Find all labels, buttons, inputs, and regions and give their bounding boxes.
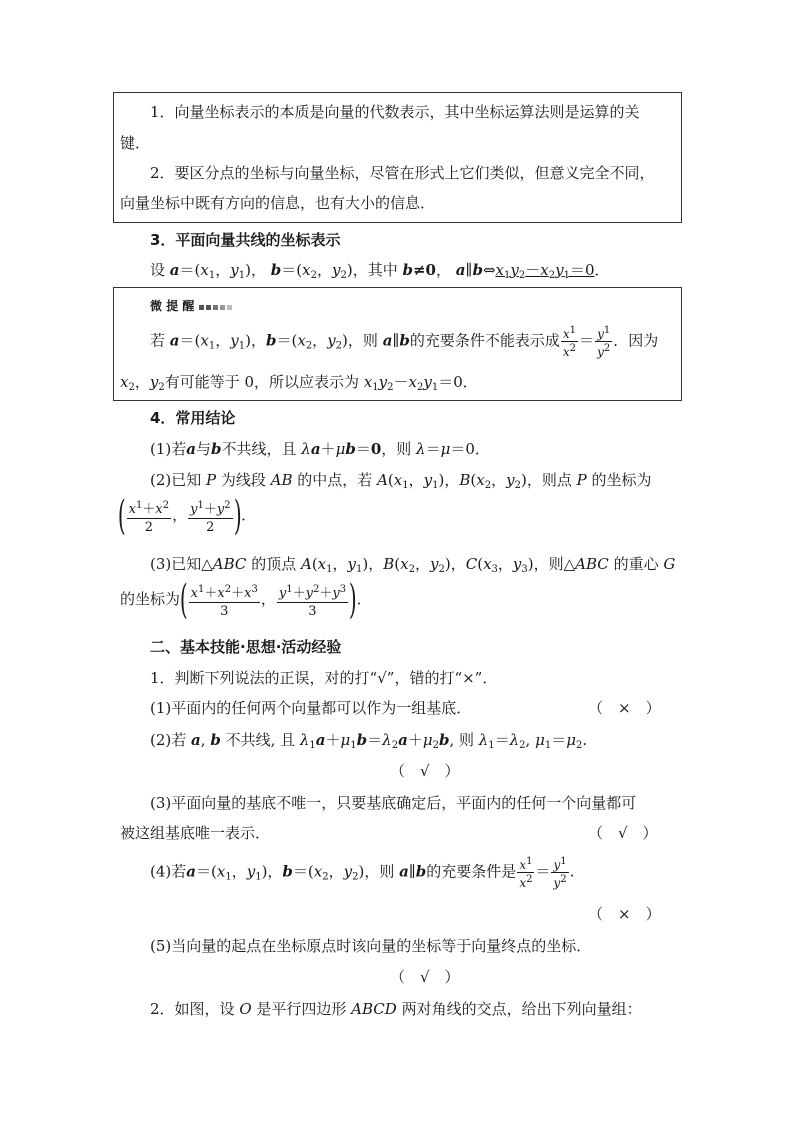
- statement-2-mark: （ √ ）: [390, 762, 460, 780]
- section3-heading: 3．平面向量共线的坐标表示: [150, 231, 341, 249]
- tip-line2: $x_2$，$y_2$有可能等于 0，所以应表示为 $x_1y_2-x_2y_1=0$．: [120, 373, 478, 393]
- q1-intro: 1．判断下列说法的正误，对的打“√”，错的打“×”．: [150, 669, 498, 687]
- statement-3-line2: 被这组基底唯一表示．: [120, 824, 271, 842]
- statement-4-mark: （ × ）: [588, 905, 661, 923]
- tip-dots-icon: [199, 299, 234, 313]
- collinear-condition: 设 $a=(x_1$，$y_1$)， $b=(x_2$，$y_2$)，其中 b≠0， $a\parallel b\Leftrightarrow x_1y_2-x_2y_1=0$．: [150, 261, 610, 281]
- collinear-answer: $x_1y_2-x_2y_1=0$: [495, 261, 595, 281]
- statement-1-mark: （ × ）: [588, 699, 661, 717]
- box1-p2-line1: 2．要区分点的坐标与向量坐标，尽管在形式上它们类似，但意义完全不同，: [150, 164, 655, 182]
- tip-title: 微 提 醒: [150, 297, 234, 314]
- tip-line1: 若 $a=(x_1$，$y_1$)，$b=(x_2$，$y_2$)，则 a∥b的充要条件不能表示成 $\frac{x^1}{x^2}$ ＝ $\frac{y^1}{y^2}$ ．因为: [150, 325, 659, 359]
- conclusion-3: (3)已知△ABC 的顶点 $A(x_1$，$y_1$)，$B(x_2$，$y_2$)，$C(x_3$，$y_3$)，则△ABC 的重心 G: [150, 555, 676, 575]
- box1-p2-line2: 向量坐标中既有方向的信息，也有大小的信息．: [120, 194, 436, 212]
- box1-p1-line1: 1．向量坐标表示的本质是向量的代数表示，其中坐标运算法则是运算的关: [150, 103, 640, 121]
- statement-5: (5)当向量的起点在坐标原点时该向量的坐标等于向量终点的坐标．: [150, 937, 592, 955]
- box1-p1-line2: 键．: [120, 134, 151, 152]
- section2-heading: 二、基本技能·思想·活动经验: [150, 638, 342, 656]
- conclusion-2: (2)已知 P 为线段 AB 的中点，若 $A(x_1$，$y_1$)，$B(x_2$，$y_2$)，则点 P 的坐标为: [150, 471, 652, 491]
- statement-3-mark: （ √ ）: [588, 824, 658, 842]
- midpoint-formula: ( $\frac{x^1+x^2}{2}$ ， $\frac{y^1+y^2}{2}$ )．: [117, 493, 257, 539]
- centroid-formula: 的坐标为( $\frac{x^1+x^2+x^3}{3}$ ， $\frac{y^1+y^2+y^3}{3}$ )．: [120, 577, 372, 623]
- statement-5-mark: （ √ ）: [390, 968, 460, 986]
- question-2: 2．如图，设 O 是平行四边形 ABCD 两对角线的交点，给出下列向量组：: [150, 1000, 642, 1018]
- statement-2: (2)若 a, b 不共线, 且 $\lambda_1a+\mu_1b=\lambda_2a+\mu_2b$, 则 $\lambda_1=\lambda_2$, $\mu_1=\mu_2$.: [150, 731, 588, 751]
- statement-4: (4)若$a=(x_1$，$y_1$)，$b=(x_2$，$y_2$)，则 a∥b的充要条件是 $\frac{x^1}{x^2}$ ＝ $\frac{y^1}{y^2}$ .: [150, 856, 575, 890]
- section4-heading: 4．常用结论: [150, 409, 236, 427]
- statement-1: (1)平面内的任何两个向量都可以作为一组基底．: [150, 699, 472, 717]
- statement-3-line1: (3)平面向量的基底不唯一，只要基底确定后，平面内的任何一个向量都可: [150, 794, 637, 812]
- conclusion-1: (1)若a与b不共线，且 λa＋μb＝0，则 λ＝μ＝0．: [150, 440, 490, 458]
